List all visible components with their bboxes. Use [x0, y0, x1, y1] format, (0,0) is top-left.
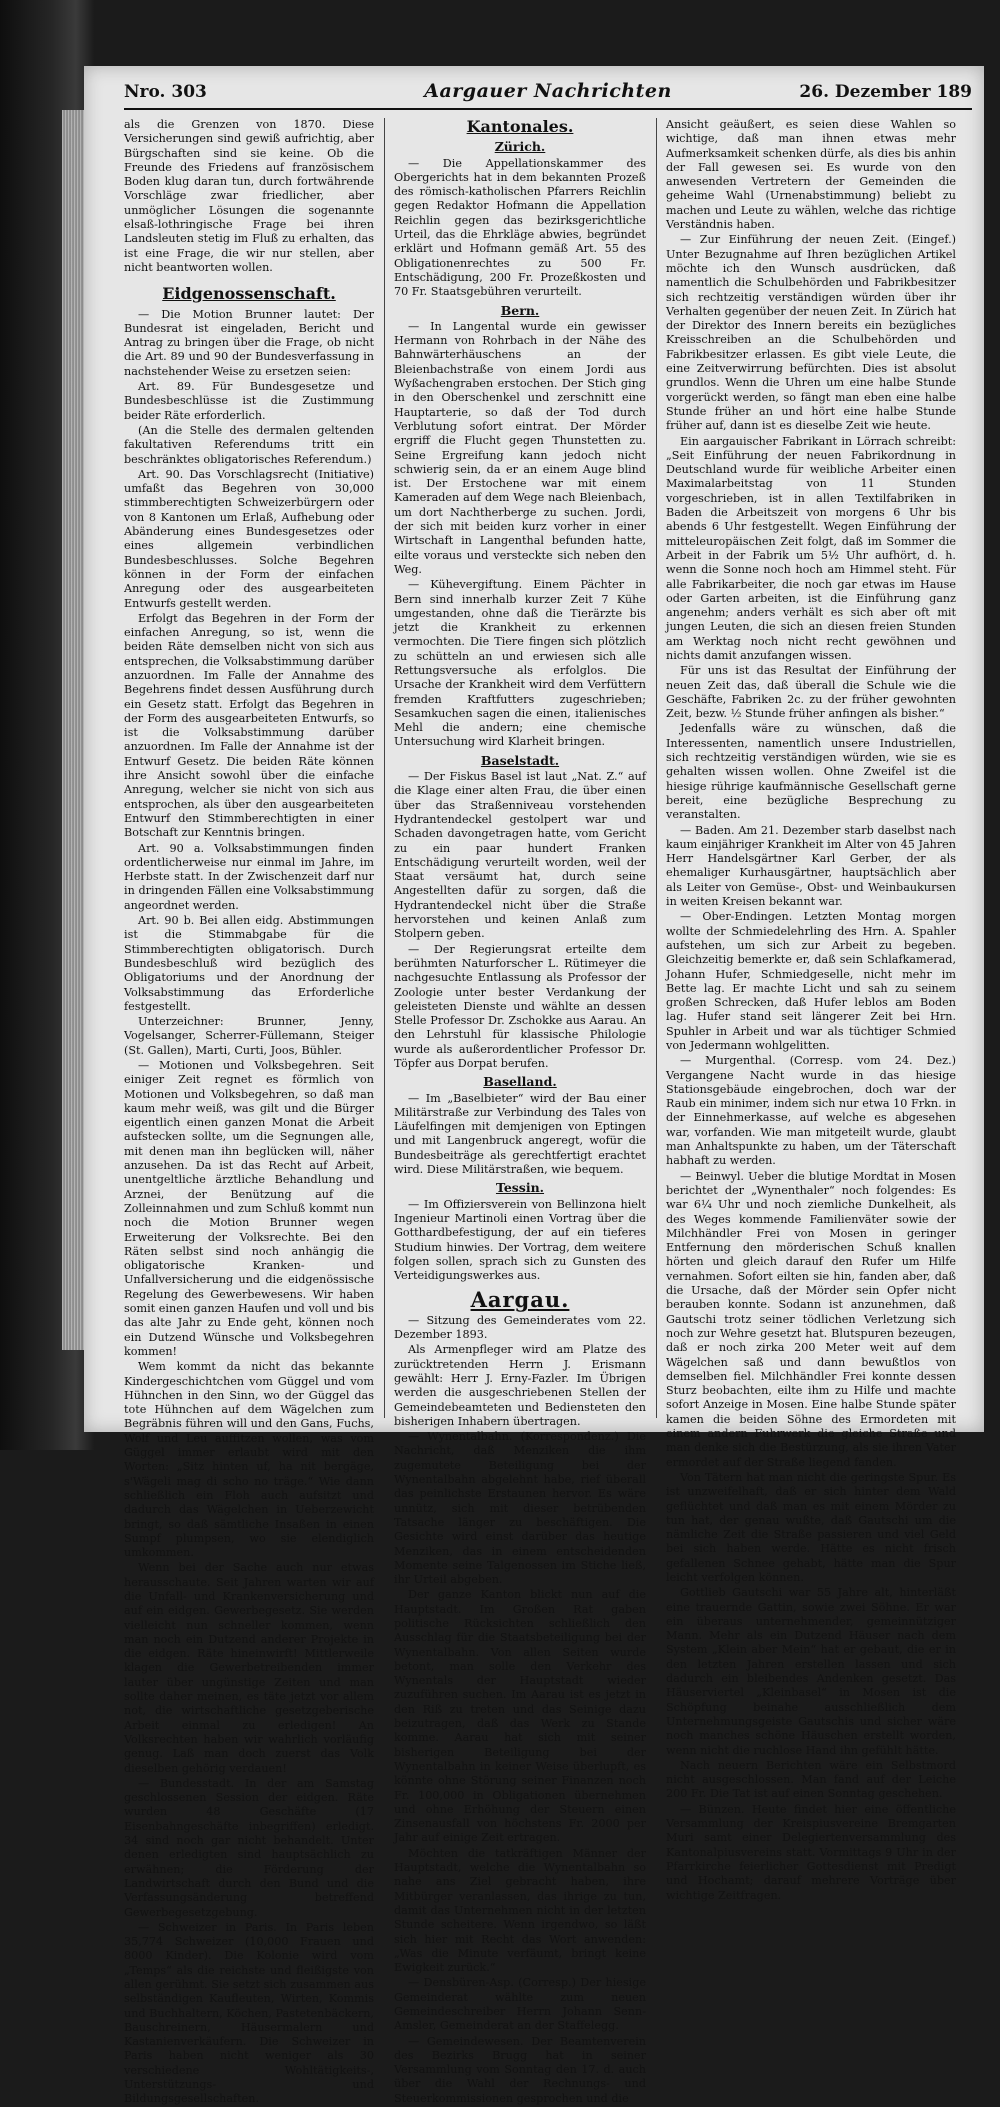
- article-paragraph: Für uns ist das Resultat der Einführung der neuen Zeit das, daß überall die Schule wie die Geschäfte, Fabriken 2c. zu der früher gewohnten Zeit, bezw. ½ Stunde früher anfingen als bisher.“: [666, 664, 956, 721]
- article-paragraph: Der ganze Kanton blickt nun auf die Hauptstadt. Im Großen Rat gaben politische Rücksichten schließlich den Ausschlag für die Staatsbeteiligung bei der Wynentalbahn. Von allen Seiten wurde betont, man solle den Verkehr des Wynentals der Hauptstadt wieder zuzuführen suchen. Im Aarau ist es jetzt in den Riß zu treten und das Seinige dazu beizutragen, daß das Werk zu Stande komme. Aarau hat sich mit seiner bisherigen Beteiligung bei der Wynentalbahn in keiner Weise überlupft, es könnte ohne Störung seiner Finanzen noch Fr. 100,000 in Obligationen übernehmen und ohne Erhöhung der Steuern einen Zinsenausfall von höchstens Fr. 2000 per Jahr auf einige Zeit ertragen.: [394, 1588, 646, 1845]
- article-paragraph: — Baden. Am 21. Dezember starb daselbst nach kaum einjähriger Krankheit im Alter von 45 Jahren Herr Handelsgärtner Karl Gerber, der als ehemaliger Kurhausgärtner, hauptsächlich aber als Leiter von Gemüse-, Obst- und Weinbaukursen in weiten Kreisen bekannt war.: [666, 823, 956, 909]
- column-3: [666, 118, 956, 1902]
- article-paragraph: — Murgenthal. (Corresp. vom 24. Dez.) Vergangene Nacht wurde in das hiesige Stationsgebäude eingebrochen, doch war der Raub ein minimer, indem sich nur etwa 10 Frkn. in der Einnehmerkasse, auf welche es abgesehen war, vorfanden. Wie man mitgeteilt wurde, glaubt man Anhaltspunkte zu haben, um der Täterschaft habhaft zu werden.: [666, 1054, 956, 1168]
- article-paragraph: — Im „Baselbieter“ wird der Bau einer Militärstraße zur Verbindung des Tales von Läufelfingen mit demjenigen von Eptingen und mit Langenbruck angeregt, wofür die Bundesbeiträge als gerechtfertigt erachtet wird. Diese Militärstraßen, wie bequem.: [394, 1091, 646, 1177]
- article-paragraph: — Ober-Endingen. Letzten Montag morgen wollte der Schmiedelehrling des Hrn. A. Spahler aufstehen, um sich zur Arbeit zu begeben. Gleichzeitig bemerkte er, daß sein Schlafkamerad, Johann Hufer, Schmiedgeselle, nicht mehr im Bette lag. Er machte Licht und sah zu seinem großen Schrecken, daß Hufer leblos am Boden lag. Hufer stand seit längerer Zeit bei Hrn. Spuhler in Arbeit und war als tüchtiger Schmied von Jedermann wohlgelitten.: [666, 910, 956, 1052]
- article-paragraph: Möchten die tatkräftigen Männer der Hauptstadt, welche die Wynentalbahn so nahe ans Ziel gebracht haben, ihre Mitbürger veranlassen, das ihrige zu tun, damit das Unternehmen nicht in der letzten Stunde scheitere. Wenn irgendwo, so läßt sich hier mit Recht das Wort anwenden: „Was die Minute verfäumt, bringt keine Ewigkeit zurück.“: [394, 1846, 646, 1975]
- masthead: [124, 78, 972, 110]
- article-paragraph: — Bünzen. Heute findet hier eine öffentliche Versammlung der Kreispiusvereine Bremgarten Muri samt einer Delegiertenversammlung des Kantonalpiusvereins statt. Vormittags 9 Uhr in der Pfarrkirche feierlicher Gottesdienst mit Predigt und Hochamt; darauf mehrere Vorträge über wichtige Zeitfragen.: [666, 1802, 956, 1902]
- article-paragraph: (An die Stelle des dermalen geltenden fakultativen Referendums tritt ein beschränktes obligatorisches Referendum.): [124, 423, 374, 466]
- article-paragraph: — Motionen und Volksbegehren. Seit einiger Zeit regnet es förmlich von Motionen und Volksbegehren, so daß man kaum mehr weiß, was gilt und die Bürger eigentlich einen ganzen Monat die Arbeit aufstecken sollte, um die Segnungen alle, mit denen man ihn beglücken will, näher anzusehen. Da ist das Recht auf Arbeit, unentgeltliche ärztliche Behandlung und Arznei, der Benützung auf die Zolleinnahmen und zum Schluß kommt nun noch die Motion Brunner wegen Erweiterung der Volksrechte. Bei den Räten selbst sind noch anhängig die obligatorische Kranken- und Unfallversicherung und die eidgenössische Regelung des Gewerbewesens. Wir haben somit einen ganzen Haufen und voll und bis das alte Jahr zu Ende geht, können noch ein Dutzend Wünsche und Volksbegehren kommen!: [124, 1059, 374, 1358]
- article-paragraph: — Beinwyl. Ueber die blutige Mordtat in Mosen berichtet der „Wynenthaler“ noch folgendes: Es war 6¼ Uhr und noch ziemliche Dunkelheit, als des Weges kommende Familienväter sowie der Milchhändler Frei von Mosen in geringer Entfernung den mörderischen Schuß knallen hörten und gleich darauf den Rufer um Hilfe vernahmen. Sofort eilten sie hin, fanden aber, daß die Ursache, daß der Mörder sein Opfer nicht berauben konnte. Sodann ist anzunehmen, daß Gautschi trotz seiner tödlichen Verletzung sich noch zur Wehre gesetzt hat. Blutspuren bezeugen, daß er noch zirka 200 Meter weit auf dem Wägelchen saß und dann bewußtlos von demselben fiel. Milchhändler Frei konnte dessen Sturz beobachten, eilte ihm zu Hilfe und machte sofort Anzeige in Mosen. Eine halbe Stunde später kamen die beiden Söhne des Ermordeten mit einem andern Fuhrwerk die gleiche Straße und man denke sich die Bestürzung, als sie ihren Vater ermordet auf der Straße liegend fanden.: [666, 1169, 956, 1469]
- section-heading-aargau: Aargau.: [470, 1287, 570, 1313]
- article-paragraph: Ein aargauischer Fabrikant in Lörrach schreibt: „Seit Einführung der neuen Fabrikordnung in Deutschland wurde für weibliche Arbeiter einen Maximalarbeitstag von 11 Stunden vorgeschrieben, ist in allen Textilfabriken in Baden die Arbeitszeit von morgens 6 Uhr bis abends 6 Uhr festgestellt. Wegen Einführung der mitteleuropäischen Zeit folgt, daß im Sommer die Arbeit in der Fabrik um 5½ Uhr aufhört, d. h. wenn die Sonne noch hoch am Himmel steht. Für alle Fabrikarbeiter, die noch gar etwas im Hause oder Garten arbeiten, ist die Einführung ganz angenehm; anders verhält es sich aber oft mit jungen Leuten, die sich an diesen freien Stunden am Werktag noch nicht recht gewöhnen und nichts damit anzufangen wissen.: [666, 434, 956, 662]
- article-paragraph: — Schweizer in Paris. In Paris leben 35,774 Schweizer (10,000 Frauen und 8000 Kinder). Die Kolonie wird vom „Temps“ als die reichste und fleißigste von allen gerühmt. Sie setzt sich zusammen aus selbständigen Kaufleuten, Wirten, Kommis und Buchhaltern, Köchen, Pastetenbäckern, Bauschreinern, Häusermalern und Kastanienverkäufern. Die Schweizer in Paris haben nicht weniger als 30 verschiedene Wohltätigkeits-, Unterstützungs- und Bildungsgesellschaften.: [124, 1920, 374, 2106]
- article-paragraph: Art. 90 a. Volksabstimmungen finden ordentlicherweise nur einmal im Jahre, im Herbste statt. In der Zwischenzeit darf nur in dringenden Fällen eine Volksabstimmung angeordnet werden.: [124, 841, 374, 912]
- article-paragraph: — In Langental wurde ein gewisser Hermann von Rohrbach in der Nähe des Bahnwärterhäuschens an der Bleienbachstraße von einem Jordi aus Wyßachengraben erstochen. Der Stich ging in den Oberschenkel und zerschnitt eine Hauptarterie, so daß der Tod durch Verblutung sofort eintrat. Der Mörder ergriff die Flucht gegen Thunstetten zu. Seine Ergreifung kann jedoch nicht schwierig sein, da er an einem Auge blind ist. Der Erstochene war mit einem Kameraden auf dem Wege nach Bleienbach, um dort Nachtherberge zu suchen. Jordi, der sich mit beiden kurz vorher in einer Wirtschaft in Langenthal befunden hatte, eilte voraus und versteckte sich neben den Weg.: [394, 319, 646, 576]
- article-paragraph: — Wynentalbahn. (Korrespondenz.) Die Nachricht, daß Menziken die ihm zugemutete Beteiligung bei der Wynentalbahn abgelehnt habe, rief überall das peinlichste Erstaunen hervor. Es wäre unnütz, sich mit dieser betrübenden Tatsache länger zu beschäftigen. Die Gesichte wird einst darüber das heutige Menziken, das in einem entscheidenden Momente seine Talgenossen im Stiche ließ, ihr Urteil abgeben.: [394, 1430, 646, 1587]
- issue-date: 26. Dezember 189: [799, 82, 972, 102]
- article-paragraph: Erfolgt das Begehren in der Form der einfachen Anregung, so ist, wenn die beiden Räte demselben nicht von sich aus entsprechen, die Volksabstimmung darüber anzuordnen. Im Falle der Annahme des Begehrens findet dessen Ausführung durch ein Gesetz statt. Erfolgt das Begehren in der Form des ausgearbeiteten Entwurfs, so ist die Volksabstimmung darüber anzuordnen. Im Falle der Annahme ist der Entwurf Gesetz. Die beiden Räte können ihre Ansicht sowohl über die einfache Anregung, welcher sie nicht von sich aus entsprochen, als über den ausgearbeiteten Entwurf den Stimmberechtigten in einer Botschaft zur Kenntnis bringen.: [124, 611, 374, 840]
- article-paragraph: Wem kommt da nicht das bekannte Kindergeschichtchen vom Güggel und vom Hühnchen in den Sinn, wo der Güggel das tote Hühnchen auf dem Wägelchen zum Begräbnis führen will und den Gans, Fuchs, Wolf und Leu auffitzen wollen, was vom Güggel immer erlaubt wird mit den Worten: „Sitz hinten uf, ha nit bergäge, s'Wägeli mag di scho no träge.“ Wie dann schließlich ein Floh auch aufsitzt und dadurch das Wägelchen in Ueberzewicht bringt, so daß sämtliche Insaßen in einen Sumpf plumpsen, wo sie elendiglich umkommen.: [124, 1360, 374, 1560]
- subsection-heading: Bern.: [500, 302, 540, 318]
- intro-paragraph: als die Grenzen von 1870. Diese Versicherungen sind gewiß aufrichtig, aber Bürgschaften sind sie keine. Ob die Freunde des Friedens auf französischem Boden klug daran tun, durch fortwährende Vorschläge zwar friedlicher, aber unmöglicher Lösungen die sogenannte elsaß-lothringische Frage bei ihren Landsleuten stetig im Fluß zu erhalten, das ist eine Frage, die wir nur stellen, aber nicht beantworten wollen.: [124, 118, 374, 274]
- article-paragraph: — Sitzung des Gemeinderates vom 22. Dezember 1893.: [394, 1313, 646, 1342]
- article-paragraph: — Die Motion Brunner lautet: Der Bundesrat ist eingeladen, Bericht und Antrag zu bringen über die Frage, ob nicht die Art. 89 und 90 der Bundesverfassung in nachstehender Weise zu ersetzen seien:: [124, 307, 374, 378]
- column-2: [394, 117, 646, 2105]
- article-paragraph: — Zur Einführung der neuen Zeit. (Eingef.) Unter Bezugnahme auf Ihren bezüglichen Artikel möchte ich den Wunsch ausdrücken, daß namentlich die Schulbehörden und Fabrikbesitzer sich rechtzeitig verständigen würden über ihr Verhalten gegenüber der neuen Zeit. In Zürich hat der Direktor des Innern bereits ein bezügliches Kreisschreiben an die Schulbehörden und Fabrikbesitzer erlassen. Es gibt viele Leute, die eine Zeitverwirrung befürchten. Dies ist absolut grundlos. Wenn die Uhren um eine halbe Stunde vorgerückt werden, so fängt man eben eine halbe Stunde früher an und hört eine halbe Stunde früher auf, dann ist es dieselbe Zeit wie heute.: [666, 233, 956, 433]
- article-paragraph: — Kühevergiftung. Einem Pächter in Bern sind innerhalb kurzer Zeit 7 Kühe umgestanden, ohne daß die Tierärzte bis jetzt die Krankheit zu erkennen vermochten. Die Tiere fingen sich plötzlich zu schütteln an und erwiesen sich alle Rettungsversuche als erfolglos. Die Ursache der Krankheit wird dem Verfüttern fremden Kraftfutters zugeschrieben; Sesamkuchen sagen die einen, italienisches Mehl die andern; eine chemische Untersuchung wird Klarheit bringen.: [394, 578, 646, 749]
- article-paragraph: Art. 90 b. Bei allen eidg. Abstimmungen ist die Stimmabgabe für die Stimmberechtigten obligatorisch. Durch Bundesbeschluß wird bezüglich des Obligatoriums und der Anordnung der Volksabstimmung das Erforderliche festgestellt.: [124, 914, 374, 1013]
- issue-number: Nro. 303: [124, 82, 207, 102]
- column-rule: [656, 118, 657, 1418]
- article-paragraph: — Die Appellationskammer des Obergerichts hat in dem bekannten Prozeß des römisch-katholischen Pfarrers Reichlin gegen Redaktor Hofmann die Appellation Reichlin gegen das bezirksgerichtliche Urteil, das die Ehrkläge abwies, begründet erklärt und Hofmann gemäß Art. 55 des Obligationenrechtes zu 500 Fr. Entschädigung, 200 Fr. Prozeßkosten und 70 Fr. Staatsgebühren verurteilt.: [394, 156, 646, 299]
- subsection-heading: Zürich.: [494, 139, 546, 155]
- article-paragraph: — Der Regierungsrat erteilte dem berühmten Naturforscher L. Rütimeyer die nachgesuchte Entlassung als Professor der Zoologie unter bester Verdankung der geleisteten Dienste und wählte an dessen Stelle Professor Dr. Zschokke aus Aarau. An den Lehrstuhl für klassische Philologie wurde als außerordentlicher Professor Dr. Töpfer aus Dorpat berufen.: [394, 942, 646, 1070]
- article-paragraph: Von Tätern hat man nicht die geringste Spur. Es ist unzweifelhaft, daß er sich hinter dem Wald geflüchtet und daß man es mit einem Mörder zu tun hat, der genau wußte, daß Gautschi um die nämliche Zeit die Straße passieren und viel Geld bei sich haben werde. Hätte es nicht frisch gefallenen Schnee gehabt, hätte man die Spur leicht verfolgen können.: [666, 1470, 956, 1584]
- subsection-heading: Baselstadt.: [480, 752, 560, 768]
- article-paragraph: — Gemeindewesen. Der Beamtenverein des Bezirks Brugg hat in seiner Versammlung vom Sonntag den 17. d. auch über die Wahl der Rechnungs- und Steuerkommissionen gesprochen und die: [394, 2034, 646, 2105]
- column-1: [124, 118, 374, 2106]
- article-paragraph: — Densbüren-Asp. (Corresp.) Der hiesige Gemeinderat wählte zum neuen Gemeindeschreiber Herrn Johann Senn-Amsler, Gemeinderat an der Staffelegg.: [394, 1976, 646, 2033]
- article-paragraph: Art. 90. Das Vorschlagsrecht (Initiative) umfaßt das Begehren von 30,000 stimmberechtigten Schweizerbürgern oder von 8 Kantonen um Erlaß, Aufhebung oder Abänderung eines Bundesgesetzes oder eines allgemein verbindlichen Bundesbeschlusses. Solche Begehren können in der Form der einfachen Anregung oder des ausgearbeiteten Entwurfs gestellt werden.: [124, 467, 374, 610]
- article-paragraph: Jedenfalls wäre zu wünschen, daß die Interessenten, namentlich unsere Industriellen, sich rechtzeitig verständigen würden, wie sie es gehalten wissen wollen. Ohne Zweifel ist die hiesige rührige kaufmännische Gesellschaft gerne bereit, eine bezügliche Besprechung zu veranstalten.: [666, 722, 956, 822]
- column-rule: [384, 118, 385, 1418]
- subsection-heading: Tessin.: [495, 1180, 545, 1196]
- newspaper-page: [84, 66, 984, 2106]
- subsection-heading: Baselland.: [483, 1074, 557, 1090]
- article-paragraph: — Der Fiskus Basel ist laut „Nat. Z.“ auf die Klage einer alten Frau, die über einen über das Straßenniveau vorstehenden Hydrantendeckel gestolpert war und Schaden davongetragen hatte, vom Gericht zu ein paar hundert Franken Entschädigung verurteilt worden, weil der Staat versäumt hat, durch seine Angestellten dafür zu sorgen, daß die Hydrantendeckel nicht über die Straße hervorstehen und keinen Anlaß zum Stolpern geben.: [394, 770, 646, 941]
- article-paragraph: — Im Offiziersverein von Bellinzona hielt Ingenieur Martinoli einen Vortrag über die Gotthardbefestigung, der auf ein tieferes Studium hinwies. Der Vortrag, dem weitere folgen sollen, sprach sich zu Gunsten des Verteidigungswerkes aus.: [394, 1197, 646, 1283]
- section-heading: Kantonales.: [466, 117, 574, 136]
- article-paragraph: Unterzeichner: Brunner, Jenny, Vogelsanger, Scherrer-Füllemann, Steiger (St. Gallen), Marti, Curti, Joos, Bühler.: [124, 1015, 374, 1057]
- article-paragraph: Art. 89. Für Bundesgesetze und Bundesbeschlüsse ist die Zustimmung beider Räte erforderlich.: [124, 380, 374, 422]
- article-paragraph: Nach neuern Berichten wäre ein Selbstmord nicht ausgeschlossen. Man fand auf der Leiche 200 Fr. Die Tat ist auf einen Sonntag geschehen.: [666, 1758, 956, 1801]
- section-heading: Eidgenossenschaft.: [162, 284, 336, 304]
- article-paragraph: Gottlieb Gautschi war 55 Jahre alt, hinterläßt eine trauernde Gattin, sowie zwei Söhne. Er war ein überaus unternehmender, gemeinnütziger Mann. Mehr als ein Dutzend Häuser nach dem System „Klein aber Mein“ hat er gebaut, die er in den letzten Jahren erstellen lassen und sich dadurch ein bleibendes Andenken gesetzt. Das Häuserviertel „Kleinbasel“ in Mosen ist die Schöpfung beinahe ausschließlich dem Unternehmungsgeiste Gautschis und sicher wäre noch manches schöne Häuschen erstellt worden, wenn nicht die ruchlose Hand ihn gefühlt hätte.: [666, 1586, 956, 1757]
- article-paragraph: Ansicht geäußert, es seien diese Wahlen so wichtige, daß man ihnen etwas mehr Aufmerksamkeit schenken dürfe, als dies bis anhin der Fall gewesen sei. Es wurde von den anwesenden Vertretern der Gemeinden die geheime Wahl (Urnenabstimmung) beliebt zu machen und Leute zu wählen, welche das richtige Verständnis haben.: [666, 118, 956, 232]
- newspaper-title: Aargauer Nachrichten: [424, 80, 672, 102]
- article-paragraph: Wenn bei der Sache auch nur etwas herausschaute. Seit Jahren warten wir auf die Unfall- und Krankenversicherung und auf ein eidgen. Gewerbegesetz. Sie werden vielleicht nun schneller kommen, wenn man noch ein Dutzend anderer Projekte in die eidgen. Räte hineinwirft! Mittlerweile klagen die Gewerbetreibenden immer lauter über ungünstige Zeiten und man sollte daher meinen, es täte jetzt vor allem not, die wirtschaftliche gesetzgeberische Arbeit einmal zu erledigen! An Volksrechten haben wir wahrlich vorläufig genug. Laß man doch zuerst das Volk dieselben gehörig verdauen!: [124, 1561, 374, 1775]
- article-paragraph: — Bundesstadt. In der am Samstag geschlossenen Session der eidgen. Räte wurden 48 Geschäfte (17 Eisenbahngeschäfte inbegriffen) erledigt. 34 sind noch gar nicht behandelt. Unter denen erledigten sind hauptsächlich zu erwähnen; die Förderung der Landwirtschaft durch den Bund und die Verfassungsänderung betreffend Gewerbegesetzgebung.: [124, 1776, 374, 1919]
- article-paragraph: Als Armenpfleger wird am Platze des zurücktretenden Herrn J. Erismann gewählt: Herr J. Erny-Fazler. Im Übrigen werden die ausgeschriebenen Stellen der Gemeindebeamteten und Bediensteten den bisherigen Inhabern übertragen.: [394, 1343, 646, 1428]
